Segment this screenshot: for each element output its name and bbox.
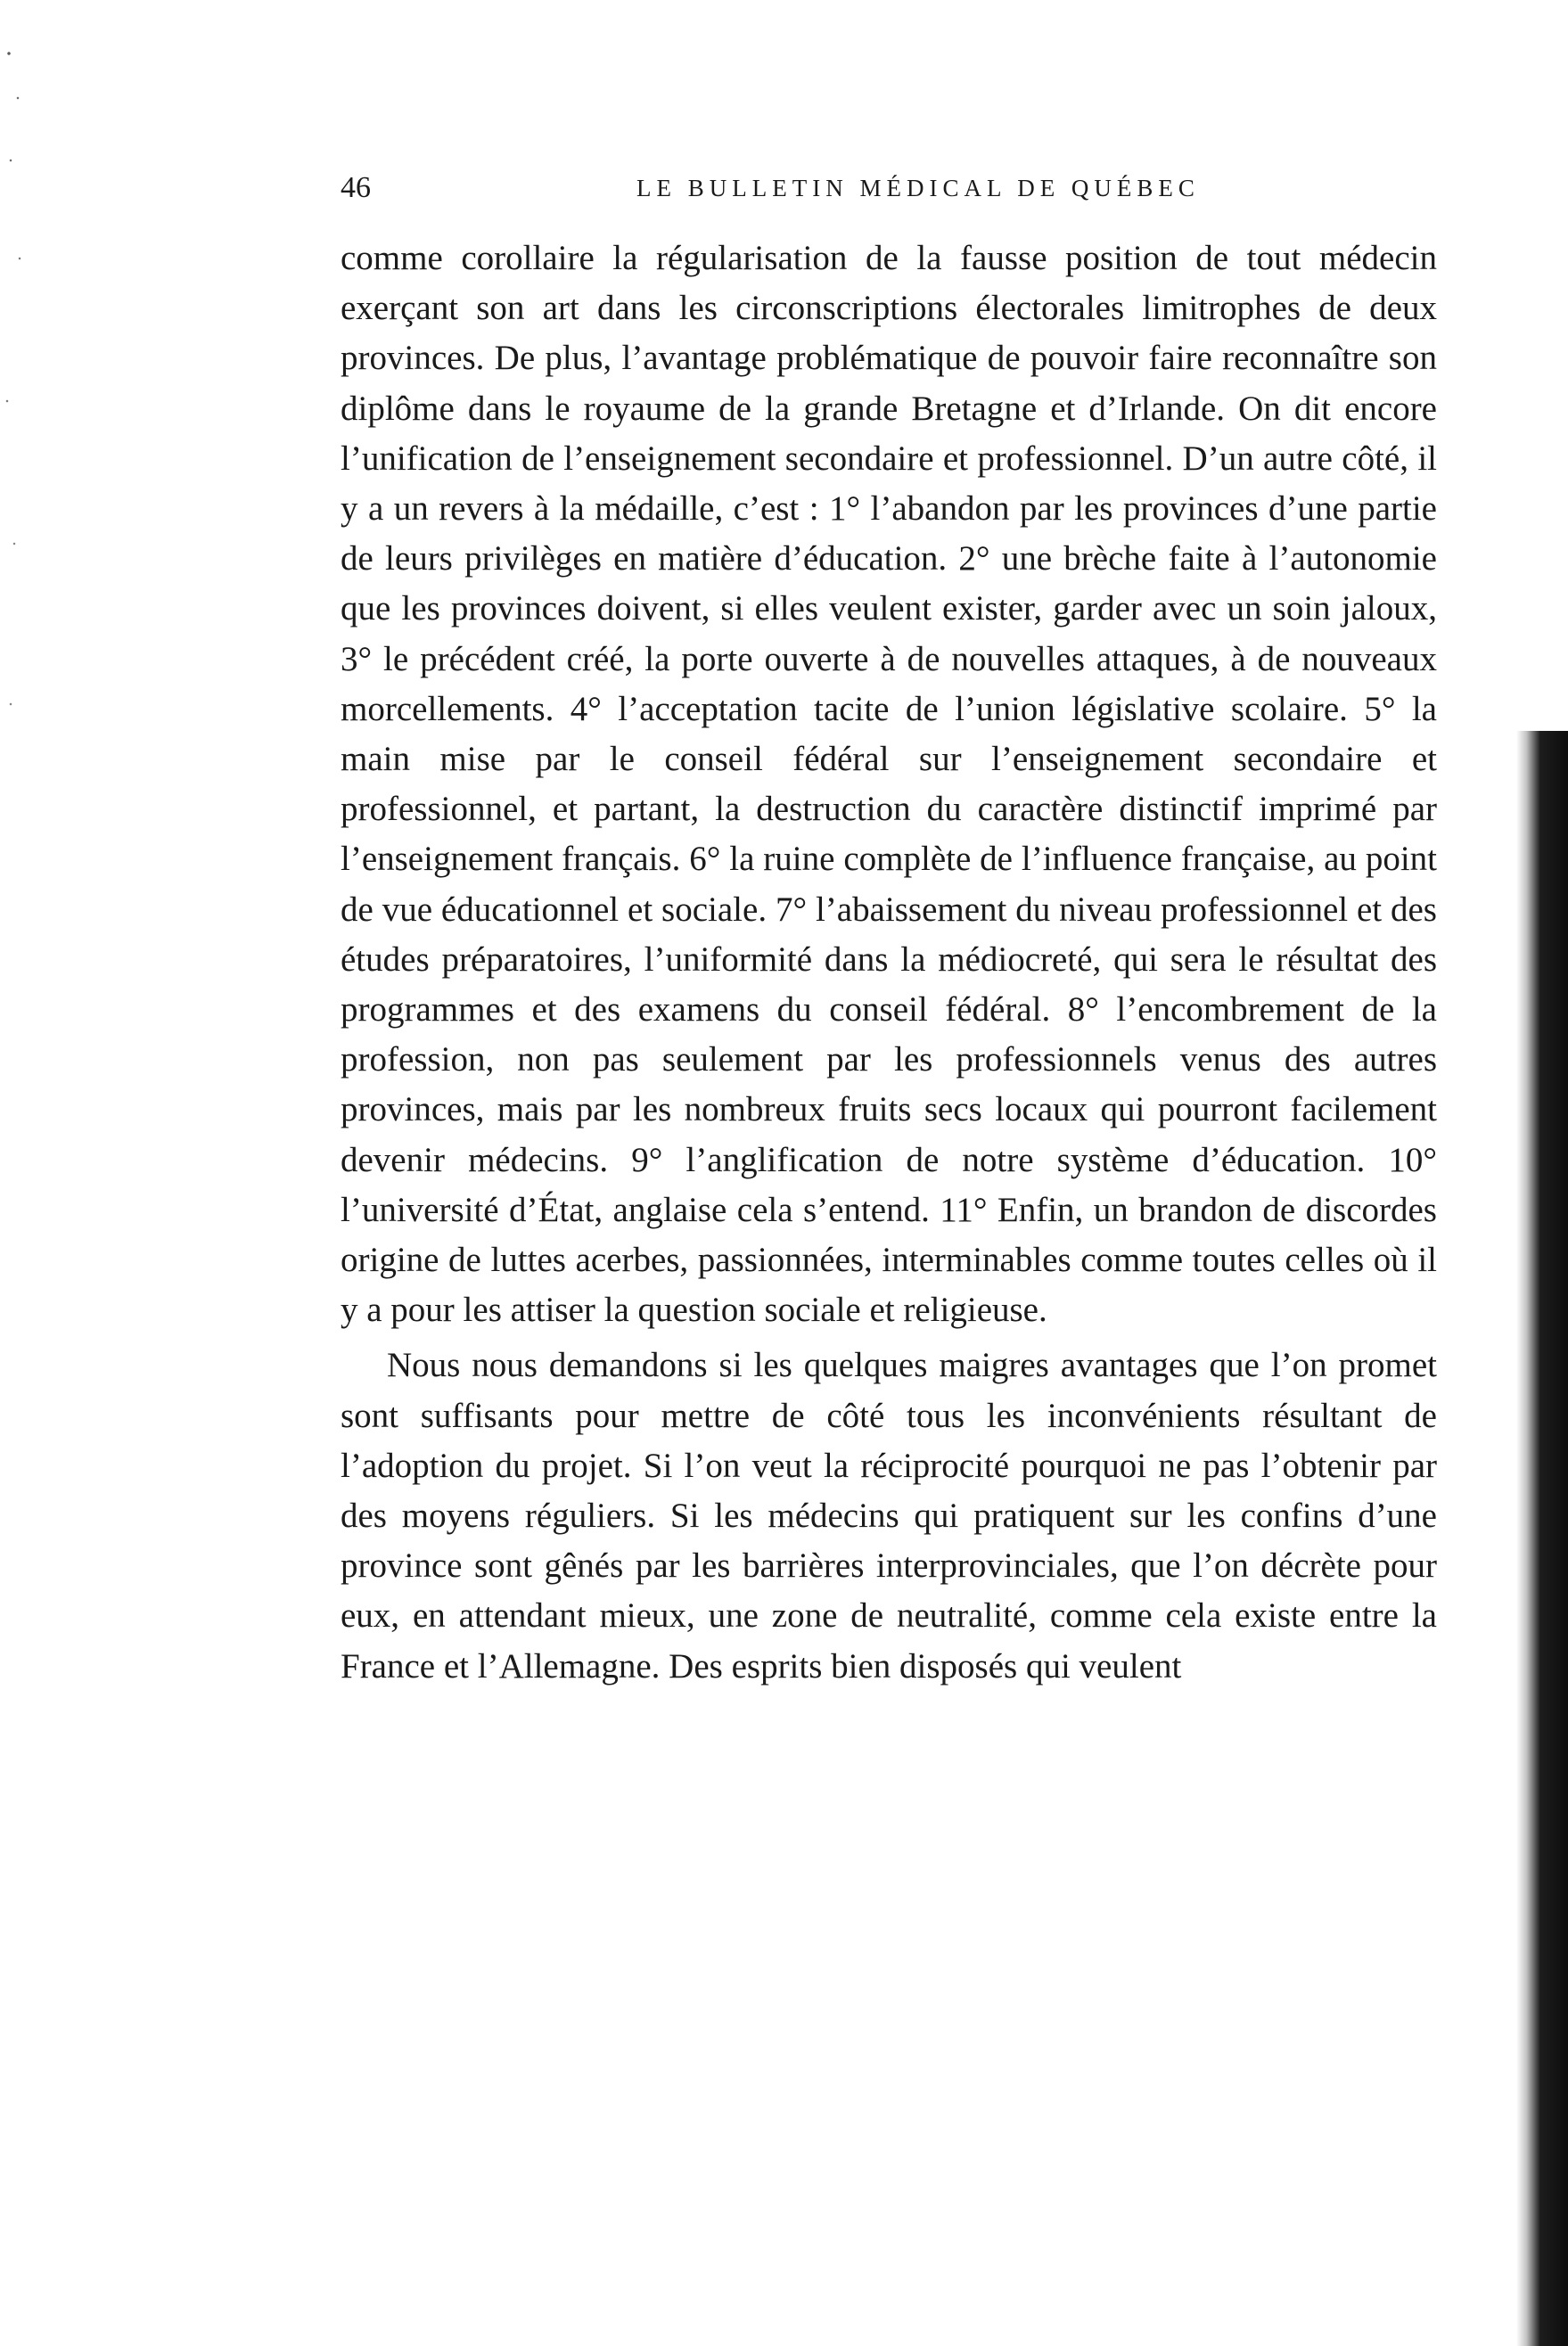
- journal-title: LE BULLETIN MÉDICAL DE QUÉBEC: [636, 175, 1200, 201]
- paragraph-one: comme corollaire la régularisation de la fausse position de tout médecin exerçant son art dans les circonscriptions électorales limitrophes de deux provinces. De plus, l’avantage problématique de pouvoir faire reconnaître son diplôme dans le royaume de la grande Bretagne et d’Irlande. On dit encore l’unification de l’enseignement secondaire et professionnel. D’un autre côté, il y a un revers à la médaille, c’est : 1° l’abandon par les provinces d’une partie de leurs privilèges en matière d’éducation. 2° une brèche faite à l’autonomie que les provinces doivent, si elles veulent exister, garder avec un soin jaloux, 3° le précédent créé, la porte ouverte à de nouvelles attaques, à de nouveaux morcellements. 4° l’acceptation tacite de l’union législative scolaire. 5° la main mise par le conseil fédéral sur l’enseignement secondaire et professionnel, et partant, la destruction du caractère distinctif imprimé par l’enseignement français. 6° la ruine complète de l’influence française, au point de vue éducationnel et sociale. 7° l’abaissement du niveau professionnel et des études préparatoires, l’uniformité dans la médiocreté, qui sera le résultat des programmes et des examens du conseil fédéral. 8° l’encombrement de la profession, non pas seulement par les professionnels venus des autres provinces, mais par les nombreux fruits secs locaux qui pourront facilement devenir médecins. 9° l’anglification de notre système d’éducation. 10° l’université d’État, anglaise cela s’entend. 11° Enfin, un brandon de discordes origine de luttes acerbes, passionnées, interminables comme toutes celles où il y a pour les attiser la question sociale et religieuse.: [341, 239, 1437, 1330]
- running-head: [341, 168, 1455, 209]
- paragraph-two: Nous nous demandons si les quelques maigres avantages que l’on promet sont suffisants pour mettre de côté tous les inconvénients résultant de l’adoption du projet. Si l’on veut la réciprocité pourquoi ne pas l’obtenir par des moyens réguliers. Si les médecins qui pratiquent sur les confins d’une province sont gênés par les barrières interprovinciales, que l’on décrète pour eux, en attendant mieux, une zone de neutralité, comme cela existe entre la France et l’Allemagne. Des esprits bien disposés qui veulent: [341, 1346, 1437, 1686]
- body-text: [341, 234, 1437, 1692]
- left-margin-specks: [0, 27, 30, 829]
- right-page-edge-shadow: [1516, 731, 1568, 2346]
- page-number: 46: [341, 171, 371, 204]
